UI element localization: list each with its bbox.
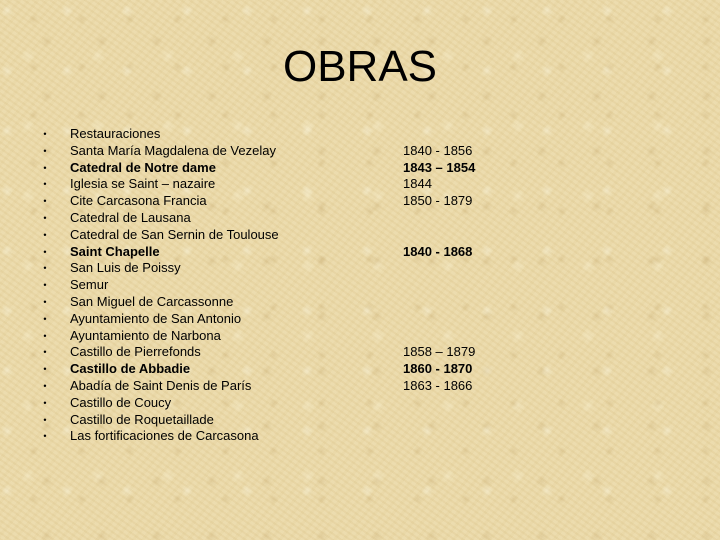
bullet-icon: • bbox=[43, 414, 47, 425]
bullet-icon: • bbox=[43, 162, 47, 173]
work-name: Castillo de Abbadie bbox=[70, 361, 191, 377]
work-name: Castillo de Pierrefonds bbox=[70, 344, 201, 360]
bullet-icon: • bbox=[43, 145, 47, 156]
list-item bbox=[40, 143, 520, 160]
list-item bbox=[40, 244, 520, 261]
work-name: Castillo de Roquetaillade bbox=[70, 411, 214, 427]
list-item bbox=[40, 193, 520, 210]
bullet-icon: • bbox=[43, 397, 47, 408]
bullet-icon: • bbox=[43, 313, 47, 324]
list-item bbox=[40, 210, 520, 227]
list-item bbox=[40, 328, 520, 345]
list-item bbox=[40, 227, 520, 244]
work-name: Catedral de Lausana bbox=[70, 209, 191, 225]
list-item bbox=[40, 277, 520, 294]
work-name: Iglesia se Saint – nazaire bbox=[70, 176, 216, 192]
list-item bbox=[40, 311, 520, 328]
bullet-icon: • bbox=[43, 364, 47, 375]
work-name: Las fortificaciones de Carcasona bbox=[70, 428, 259, 444]
work-name: San Miguel de Carcassonne bbox=[70, 293, 234, 309]
work-date: 1843 – 1854 bbox=[403, 159, 476, 175]
list-item bbox=[40, 260, 520, 277]
work-date: 1860 - 1870 bbox=[403, 361, 473, 377]
page-title: OBRAS bbox=[282, 42, 438, 91]
bullet-icon: • bbox=[43, 196, 47, 207]
list-item bbox=[40, 176, 520, 193]
list-item bbox=[40, 378, 520, 395]
bullet-icon: • bbox=[43, 296, 47, 307]
list-item bbox=[40, 160, 520, 177]
list-item bbox=[40, 344, 520, 361]
work-name: Ayuntamiento de San Antonio bbox=[70, 310, 242, 326]
work-name: Ayuntamiento de Narbona bbox=[70, 327, 221, 343]
work-name: Catedral de Notre dame bbox=[70, 159, 216, 175]
list-item bbox=[40, 294, 520, 311]
work-name: Restauraciones bbox=[70, 126, 161, 141]
work-date: 1863 - 1866 bbox=[403, 377, 473, 393]
work-date: 1858 – 1879 bbox=[403, 344, 476, 360]
bullet-icon: • bbox=[43, 380, 47, 391]
bullet-icon: • bbox=[43, 212, 47, 223]
bullet-icon: • bbox=[43, 179, 47, 190]
works-list bbox=[40, 126, 520, 445]
work-name: Saint Chapelle bbox=[70, 243, 160, 259]
work-date: 1850 - 1879 bbox=[403, 193, 473, 209]
bullet-icon: • bbox=[43, 347, 47, 358]
bullet-icon: • bbox=[43, 246, 47, 257]
list-item bbox=[40, 412, 520, 429]
work-name: San Luis de Poissy bbox=[70, 260, 181, 276]
list-item bbox=[40, 126, 520, 143]
work-name: Abadía de Saint Denis de París bbox=[70, 377, 252, 393]
bullet-icon: • bbox=[43, 129, 47, 139]
bullet-icon: • bbox=[43, 280, 47, 291]
bullet-icon: • bbox=[43, 263, 47, 274]
work-name: Castillo de Coucy bbox=[70, 394, 172, 410]
list-item bbox=[40, 395, 520, 412]
bullet-icon: • bbox=[43, 431, 47, 442]
work-name: Santa María Magdalena de Vezelay bbox=[70, 142, 276, 158]
bullet-icon: • bbox=[43, 229, 47, 240]
work-date: 1840 - 1856 bbox=[403, 142, 473, 158]
list-item bbox=[40, 428, 520, 445]
work-name: Semur bbox=[70, 277, 109, 293]
list-item bbox=[40, 361, 520, 378]
bullet-icon: • bbox=[43, 330, 47, 341]
work-date: 1840 - 1868 bbox=[403, 243, 473, 259]
work-name: Catedral de San Sernin de Toulouse bbox=[70, 226, 279, 242]
work-date: 1844 bbox=[403, 176, 432, 192]
work-name: Cite Carcasona Francia bbox=[70, 193, 207, 209]
